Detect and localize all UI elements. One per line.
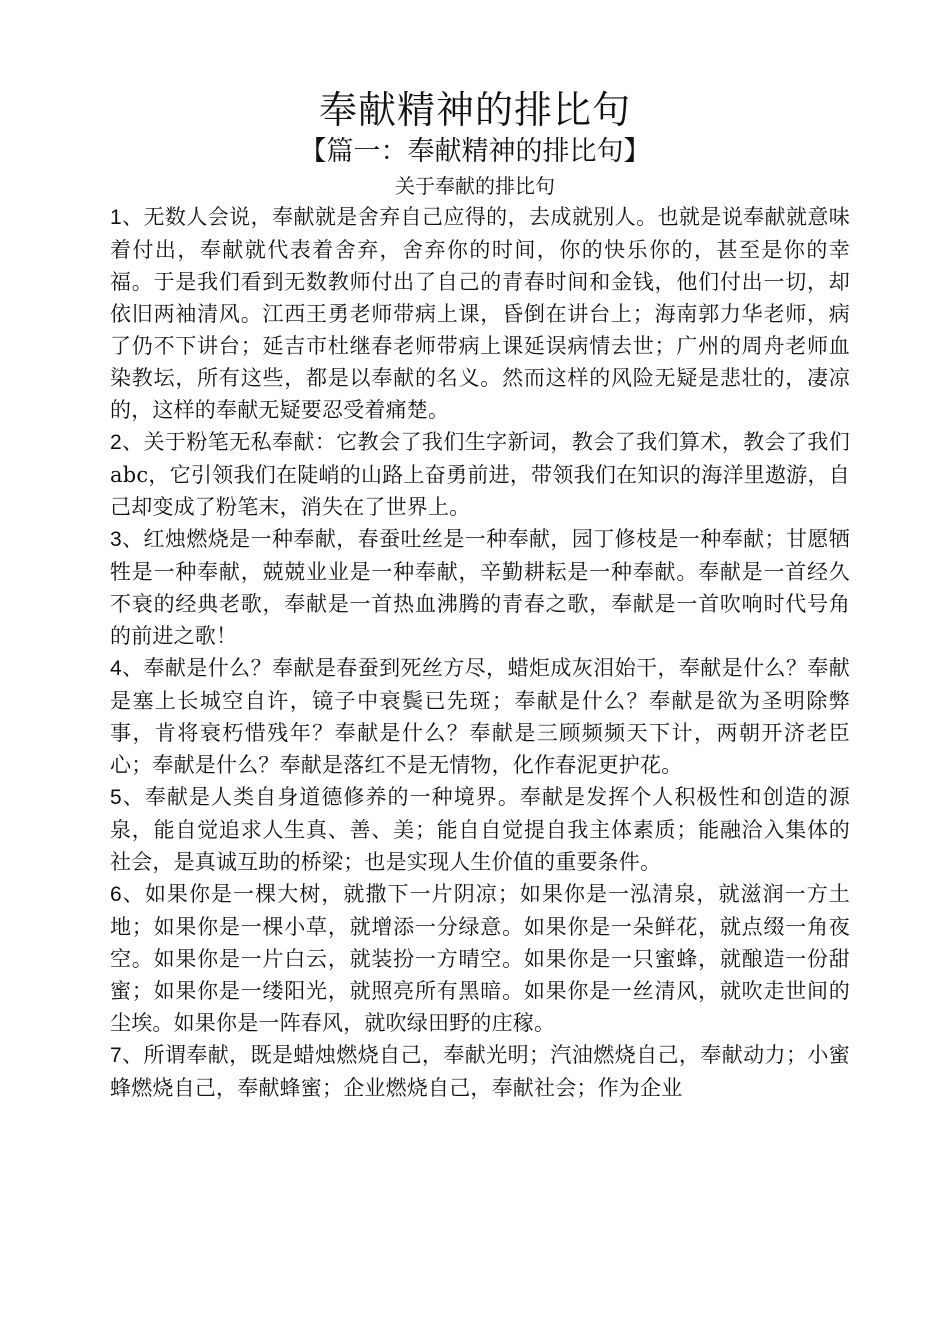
paragraph-2: [110, 426, 850, 523]
document-body: [110, 201, 850, 1104]
paragraph-6: [110, 878, 850, 1039]
paragraph-7: [110, 1039, 850, 1104]
paragraph-number: 3: [110, 528, 122, 551]
paragraph-number: 4: [110, 657, 122, 680]
paragraph-text: 、所谓奉献，既是蜡烛燃烧自己，奉献光明；汽油燃烧自己，奉献动力；小蜜蜂燃烧自己，奉献蜂蜜；企业燃烧自己，奉献社会；作为企业: [110, 1043, 850, 1100]
paragraph-text: 、奉献是什么？奉献是春蚕到死丝方尽，蜡炬成灰泪始干，奉献是什么？奉献是塞上长城空自许，镜子中衰鬓已先斑；奉献是什么？奉献是欲为圣明除弊事，肯将衰朽惜残年？奉献是什么？奉献是三顾频频天下计，两朝开济老臣心；奉献是什么？奉献是落红不是无情物，化作春泥更护花。: [110, 656, 850, 777]
paragraph-number: 1: [110, 206, 122, 229]
paragraph-number: 5: [110, 786, 122, 809]
paragraph-1: [110, 201, 850, 426]
paragraph-text: 、无数人会说，奉献就是舍弃自己应得的，去成就别人。也就是说奉献就意味着付出，奉献就代表着舍弃，舍弃你的时间，你的快乐你的，甚至是你的幸福。于是我们看到无数教师付出了自己的青春时间和金钱，他们付出一切，却依旧两袖清风。江西王勇老师带病上课，昏倒在讲台上；海南郭力华老师，病了仍不下讲台；延吉市杜继春老师带病上课延误病情去世；广州的周舟老师血染教坛，所有这些，都是以奉献的名义。然而这样的风险无疑是悲壮的，凄凉的，这样的奉献无疑要忍受着痛楚。: [110, 205, 850, 422]
paragraph-number: 2: [110, 431, 122, 454]
document-title: 奉献精神的排比句: [318, 88, 631, 132]
paragraph-text: 、关于粉笔无私奉献：它教会了我们生字新词，教会了我们算术，教会了我们abc，它引领我们在陡峭的山路上奋勇前进，带领我们在知识的海洋里遨游，自己却变成了粉笔末，消失在了世界上。: [110, 430, 850, 519]
section-heading: 关于奉献的排比句: [395, 174, 555, 198]
paragraph-number: 6: [110, 883, 122, 906]
paragraph-text: 、如果你是一棵大树，就撒下一片阴凉；如果你是一泓清泉，就滋润一方土地；如果你是一棵小草，就增添一分绿意。如果你是一朵鲜花，就点缀一角夜空。如果你是一片白云，就装扮一方晴空。如果你是一只蜜蜂，就酿造一份甜蜜；如果你是一缕阳光，就照亮所有黑暗。如果你是一丝清风，就吹走世间的尘埃。如果你是一阵春风，就吹绿田野的庄稼。: [110, 882, 850, 1035]
paragraph-3: [110, 523, 850, 652]
paragraph-text: 、红烛燃烧是一种奉献，春蚕吐丝是一种奉献，园丁修枝是一种奉献；甘愿牺牲是一种奉献，兢兢业业是一种奉献，辛勤耕耘是一种奉献。奉献是一首经久不衰的经典老歌，奉献是一首热血沸腾的青春之歌，奉献是一首吹响时代号角的前进之歌！: [110, 527, 850, 648]
document-subtitle: 【篇一：奉献精神的排比句】: [299, 136, 651, 167]
paragraph-4: [110, 652, 850, 781]
paragraph-5: [110, 781, 850, 878]
paragraph-text: 、奉献是人类自身道德修养的一种境界。奉献是发挥个人积极性和创造的源泉，能自觉追求人生真、善、美；能自自觉提自我主体素质；能融洽入集体的社会，是真诚互助的桥梁；也是实现人生价值的重要条件。: [110, 785, 850, 874]
paragraph-number: 7: [110, 1044, 122, 1067]
